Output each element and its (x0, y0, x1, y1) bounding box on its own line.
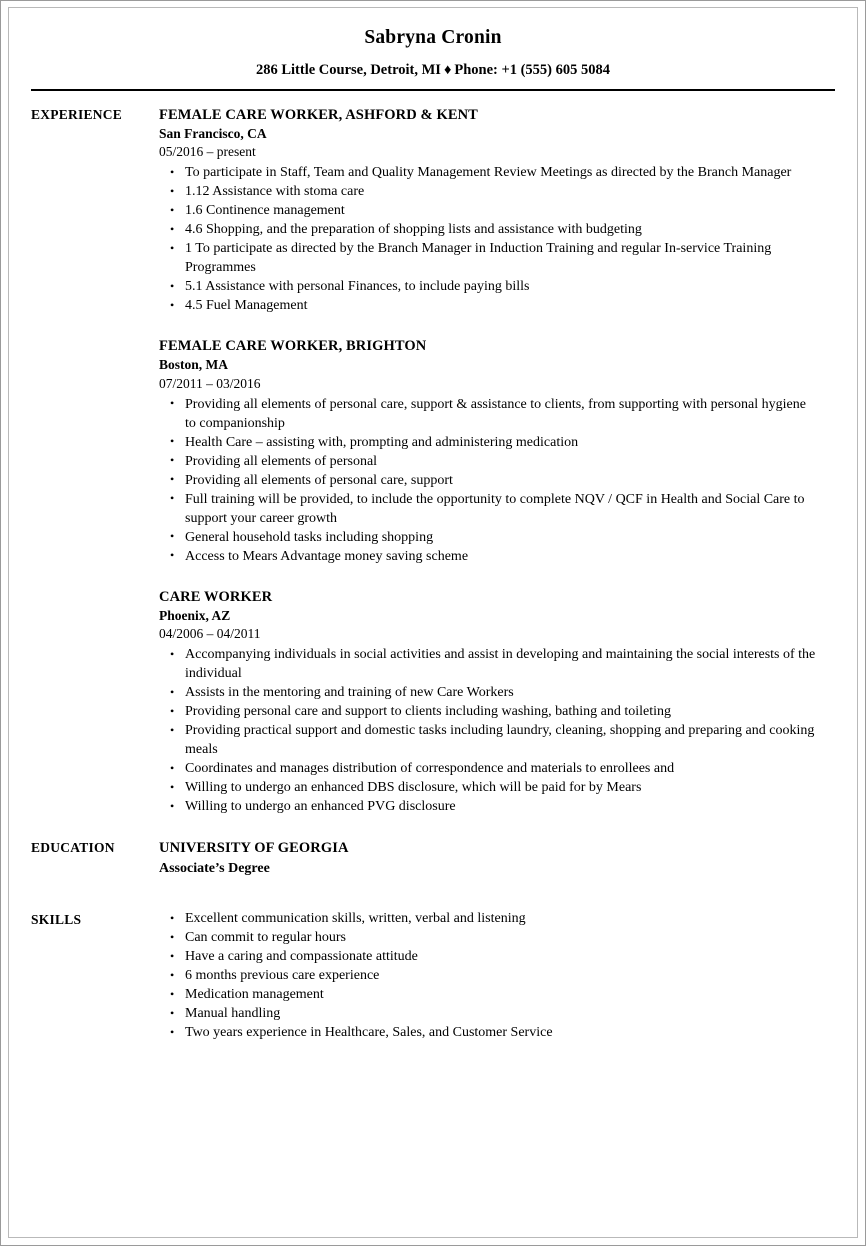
list-item: • 5.1 Assistance with personal Finances, to include paying bills (159, 277, 817, 296)
job-bullet-list (159, 645, 817, 816)
resume-page-inner (8, 7, 858, 1238)
list-item: • 1 To participate as directed by the Branch Manager in Induction Training and regular In-service Training Programmes (159, 239, 817, 277)
list-item: • Manual handling (159, 1004, 817, 1023)
list-item: • Two years experience in Healthcare, Sales, and Customer Service (159, 1023, 817, 1042)
experience-entry (159, 587, 817, 817)
list-item: • 1.12 Assistance with stoma care (159, 182, 817, 201)
job-location: Phoenix, AZ (159, 607, 231, 623)
list-item: • Willing to undergo an enhanced DBS disclosure, which will be paid for by Mears (159, 778, 817, 797)
job-location: San Francisco, CA (159, 125, 267, 141)
skills-bullet-list (159, 909, 817, 1042)
experience-entry (159, 105, 817, 316)
list-item: • Excellent communication skills, written, verbal and listening (159, 909, 817, 928)
list-item: • To participate in Staff, Team and Quality Management Review Meetings as directed by the Branch Manager (159, 163, 817, 182)
list-item: • Providing practical support and domestic tasks including laundry, cleaning, shopping and preparing and cooking meals (159, 721, 817, 759)
skills-entries (159, 909, 817, 1042)
list-item: • Full training will be provided, to include the opportunity to complete NQV / QCF in Health and Social Care to support your career growth (159, 490, 817, 528)
list-item: • General household tasks including shopping (159, 528, 817, 547)
list-item: • Accompanying individuals in social activities and assist in developing and maintaining the social interests of the individual (159, 645, 817, 683)
list-item: • Providing personal care and support to clients including washing, bathing and toileting (159, 702, 817, 721)
list-item: • Have a caring and compassionate attitude (159, 947, 817, 966)
list-item: • Assists in the mentoring and training of new Care Workers (159, 683, 817, 702)
contact-phone: Phone: +1 (555) 605 5084 (454, 62, 611, 79)
job-location: Boston, MA (159, 357, 229, 373)
job-title: CARE WORKER (159, 588, 273, 605)
education-entries (159, 838, 817, 878)
list-item: • Coordinates and manages distribution of correspondence and materials to enrollees and (159, 759, 817, 778)
education-degree: Associate’s Degree (159, 860, 270, 876)
section-skills (31, 909, 835, 1042)
job-dates: 04/2006 – 04/2011 (159, 626, 261, 642)
list-item: • Medication management (159, 985, 817, 1004)
experience-entries (159, 105, 817, 817)
list-item: • 4.6 Shopping, and the preparation of shopping lists and assistance with budgeting (159, 220, 817, 239)
resume-header (9, 8, 857, 91)
list-item: • Health Care – assisting with, prompting and administering medication (159, 433, 817, 452)
job-title: FEMALE CARE WORKER, BRIGHTON (159, 338, 427, 355)
list-item: • 1.6 Continence management (159, 201, 817, 220)
section-experience (31, 105, 835, 817)
job-bullet-list (159, 163, 817, 315)
contact-address: 286 Little Course, Detroit, MI (255, 62, 441, 79)
list-item: • Providing all elements of personal care, support & assistance to clients, from supporting with personal hygiene to companionship (159, 395, 817, 433)
page-title: Sabryna Cronin (364, 27, 502, 48)
list-item: • 6 months previous care experience (159, 966, 817, 985)
list-item: • Providing all elements of personal care, support (159, 471, 817, 490)
section-label-skills: SKILLS (31, 912, 82, 928)
section-education (31, 838, 835, 878)
job-dates: 07/2011 – 03/2016 (159, 375, 261, 391)
job-title: FEMALE CARE WORKER, ASHFORD & KENT (159, 106, 478, 123)
section-label-education: EDUCATION (31, 840, 115, 856)
section-label-experience: EXPERIENCE (31, 106, 123, 122)
list-item: • Access to Mears Advantage money saving scheme (159, 547, 817, 566)
experience-entry (159, 336, 817, 566)
diamond-separator-icon: ♦ (443, 62, 452, 79)
job-dates: 05/2016 – present (159, 144, 256, 160)
list-item: • Can commit to regular hours (159, 928, 817, 947)
job-bullet-list (159, 395, 817, 566)
contact-line (9, 62, 857, 79)
list-item: • Providing all elements of personal (159, 452, 817, 471)
resume-content (9, 91, 857, 1043)
list-item: • Willing to undergo an enhanced PVG disclosure (159, 797, 817, 816)
education-school: UNIVERSITY OF GEORGIA (159, 840, 349, 857)
list-item: • 4.5 Fuel Management (159, 296, 817, 315)
